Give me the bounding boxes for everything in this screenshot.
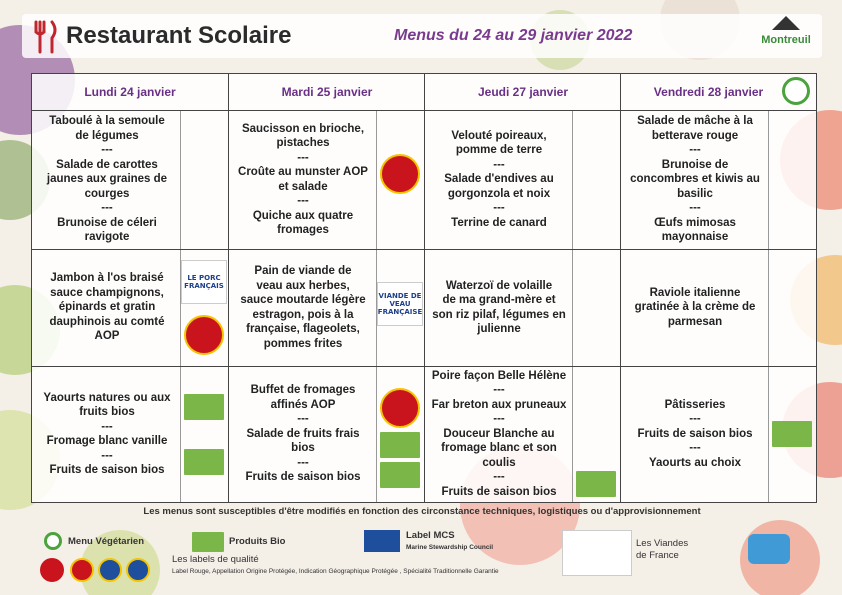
starter-cell: Taboulé à la semoule de légumes --- Salade de carottes jaunes aux graines de courges --- Brunoise de céleri ravigote (46, 115, 168, 244)
legend-vegetarian: Menu Végétarien (68, 536, 145, 547)
aop-label-icon (380, 154, 420, 194)
viandes-de-france-icon (562, 530, 632, 576)
starter-cell: Saucisson en brioche, pistaches --- Croûte au munster AOP et salade --- Quiche aux quatre fromages (238, 122, 368, 236)
main-cell: Jambon à l'os braisé sauce champignons, épinards et gratin dauphinois au comté AOP (49, 272, 165, 343)
aop-label-icon (184, 315, 224, 355)
igp-label-icon (98, 558, 122, 582)
vegetarian-icon (44, 532, 62, 550)
aop-label-icon (380, 388, 420, 428)
page-title: Restaurant Scolaire (66, 22, 292, 49)
menu-grid (31, 73, 817, 503)
porc-francais-icon: LE PORC FRANÇAIS (181, 260, 227, 304)
disclaimer-note: Les menus sont susceptibles d'être modifiés en fonction des circonstance techniques, logistiques ou d'approvisionnement (143, 506, 701, 517)
stg-label-icon (126, 558, 150, 582)
vegetarian-icon (782, 77, 810, 105)
legend-viandes-1: Les Viandes (636, 538, 689, 549)
bio-label-icon (772, 421, 812, 447)
day-header: Vendredi 28 janvier (653, 85, 764, 99)
starter-cell: Velouté poireaux, pomme de terre --- Salade d'endives au gorgonzola et noix --- Terrine de canard (444, 129, 554, 229)
label-rouge-icon (40, 558, 64, 582)
main-cell: Pain de viande de veau aux herbes, sauce moutarde légère estragon, pois à la française, flageolets, pommes frites (240, 265, 366, 350)
legend-mcs-sub: Marine Stewardship Council (406, 544, 494, 551)
bio-label-icon (380, 462, 420, 488)
day-header: Lundi 24 janvier (84, 85, 176, 99)
montreuil-logo: Montreuil (756, 14, 816, 58)
main-cell: Waterzoï de volaille de ma grand-mère et son riz pilaf, légumes en julienne (432, 279, 566, 335)
legend-footer (22, 504, 822, 592)
page-header (22, 14, 822, 58)
main-cell: Raviole italienne gratinée à la crème de parmesan (634, 286, 756, 328)
legend-quality: Les labels de qualité (172, 554, 259, 565)
day-header: Mardi 25 janvier (281, 85, 373, 99)
bio-label-icon (192, 532, 224, 552)
dessert-cell: Pâtisseries --- Fruits de saison bios --- Yaourts au choix (637, 398, 753, 469)
bio-label-icon (184, 394, 224, 420)
dessert-cell: Buffet de fromages affinés AOP --- Salade de fruits frais bios --- Fruits de saison bios (245, 384, 361, 484)
house-icon (756, 14, 816, 34)
day-header: Jeudi 27 janvier (477, 85, 569, 99)
cutlery-icon (30, 18, 62, 54)
legend-mcs: Label MCS (406, 530, 455, 541)
dessert-cell: Poire façon Belle Hélène --- Far breton aux pruneaux --- Douceur Blanche au fromage blanc et son coulis --- Fruits de saison bios (431, 369, 567, 498)
bio-label-icon (184, 449, 224, 475)
msc-icon (364, 530, 400, 552)
bleu-blanc-coeur-icon (748, 534, 790, 564)
legend-quality-sub: Label Rouge, Appellation Origine Protégée, Indication Géographique Protégée , Spécialité Traditionnelle Garantie (172, 568, 499, 575)
dessert-cell: Yaourts natures ou aux fruits bios --- Fromage blanc vanille --- Fruits de saison bios (43, 391, 171, 476)
viande-veau-francaise-icon: VIANDE DE VEAU FRANÇAISE (377, 282, 423, 326)
starter-cell: Salade de mâche à la betterave rouge --- Brunoise de concombres et kiwis au basilic --- Œufs mimosas mayonnaise (630, 115, 760, 244)
aop-label-icon (70, 558, 94, 582)
legend-bio: Produits Bio (229, 536, 286, 547)
legend-viandes-2: de France (636, 550, 679, 561)
bio-label-icon (576, 471, 616, 497)
bio-label-icon (380, 432, 420, 458)
menu-dates: Menus du 24 au 29 janvier 2022 (394, 27, 633, 44)
